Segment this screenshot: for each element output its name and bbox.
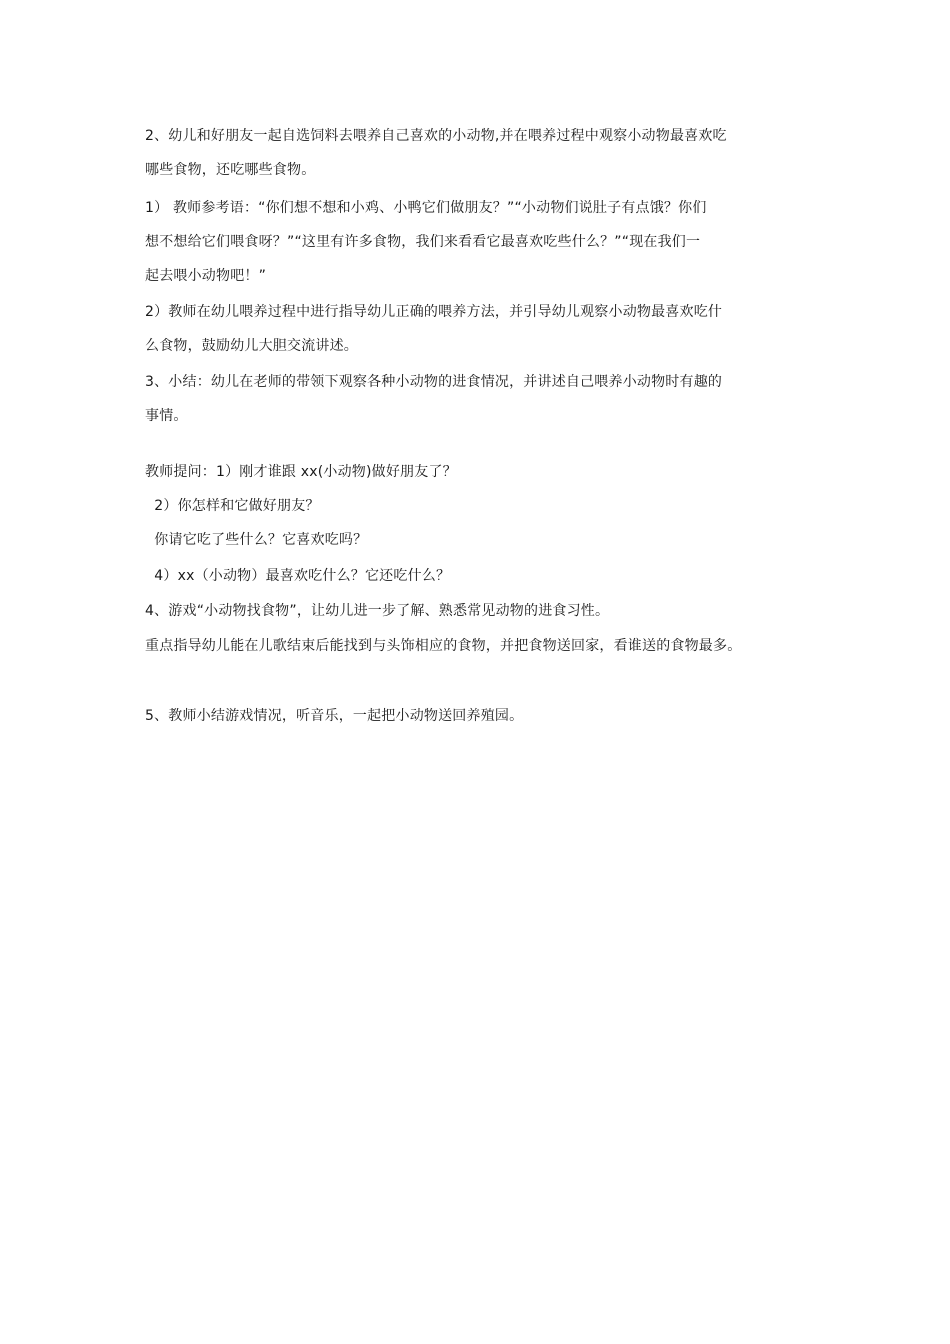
section-3-line-1: 3、小结：幼儿在老师的带领下观察各种小动物的进食情况，并讲述自己喂养小动物时有趣的 [145, 374, 723, 390]
item-1-line-3: 起去喂小动物吧！” [145, 268, 267, 284]
section-4-line-1: 4、游戏“小动物找食物”，让幼儿进一步了解、熟悉常见动物的进食习性。 [145, 603, 610, 619]
section-2-line-2: 哪些食物，还吃哪些食物。 [145, 162, 316, 178]
question-4: 4）xx（小动物）最喜欢吃什么？它还吃什么？ [145, 568, 451, 584]
section-5-line-1: 5、教师小结游戏情况，听音乐，一起把小动物送回养殖园。 [145, 708, 524, 724]
item-2-line-1: 2）教师在幼儿喂养过程中进行指导幼儿正确的喂养方法，并引导幼儿观察小动物最喜欢吃什 [145, 304, 723, 320]
section-3-line-2: 事情。 [145, 408, 188, 424]
section-4-line-2: 重点指导幼儿能在儿歌结束后能找到与头饰相应的食物，并把食物送回家，看谁送的食物最多。 [145, 638, 742, 654]
item-2-line-2: 么食物，鼓励幼儿大胆交流讲述。 [145, 338, 358, 354]
item-1-line-1: 1） 教师参考语：“你们想不想和小鸡、小鸭它们做朋友？”“小动物们说肚子有点饿？你们 [145, 200, 707, 216]
item-1-line-2: 想不想给它们喂食呀？”“这里有许多食物，我们来看看它最喜欢吃些什么？”“现在我们一 [145, 234, 701, 250]
section-2-line-1: 2、幼儿和好朋友一起自选饲料去喂养自己喜欢的小动物,并在喂养过程中观察小动物最喜欢吃 [145, 128, 727, 144]
question-2: 2）你怎样和它做好朋友？ [145, 498, 320, 514]
question-1: 教师提问：1）刚才谁跟 xx(小动物)做好朋友了？ [145, 464, 457, 480]
question-3: 你请它吃了些什么？它喜欢吃吗？ [145, 532, 368, 548]
